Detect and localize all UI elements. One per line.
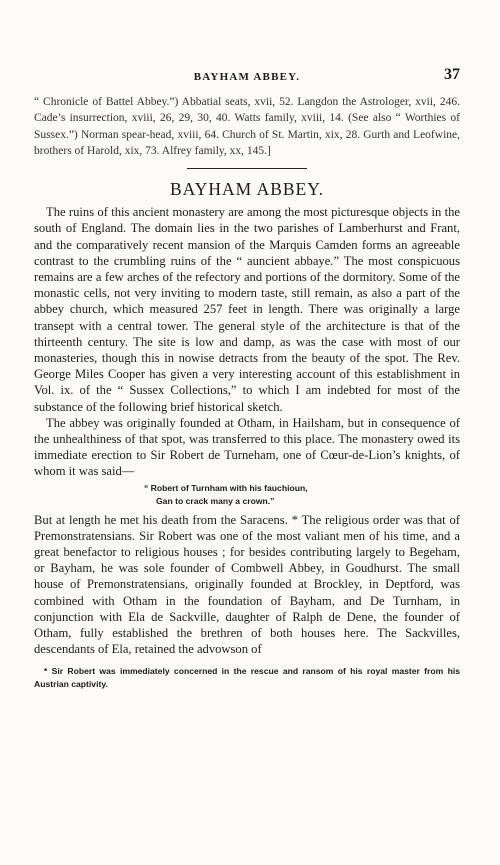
paragraph: But at length he met his death from the Saracens. * The religious order was that of Premonstratensians. Sir Robert was one of the most valiant men of his time, and a great benefactor to religious houses ; for besides contributing largely to Begeham, or Bayham, he was sole founder of Combwell Abbey, in Goudhurst. The small house of Premonstratensians, originally founded at Brockley, in Deptford, was combined with Otham in the foundation of Bayham, and De Turnham, in conjunction with Ela de Sackville, daughter of Ralph de Dene, the founder of Otham, fully established the brethren of both houses here. The Sackvilles, descendants of Ela, retained the advowson of (34, 512, 460, 657)
section-divider (187, 168, 307, 169)
book-page (34, 66, 460, 690)
body-text (34, 204, 460, 657)
verse-quote (144, 482, 460, 508)
quote-line: Gan to crack many a crown.” (156, 495, 275, 506)
page-number: 37 (444, 66, 460, 83)
section-title: BAYHAM ABBEY. (169, 179, 325, 200)
running-head-title: BAYHAM ABBEY. (193, 71, 301, 83)
quote-line: “ Robert of Turnham with his fauchioun, (144, 482, 308, 493)
continued-index-text: “ Chronicle of Battel Abbey.”) Abbatial seats, xvii, 52. Langdon the Astrologer, xvii, 246. Cade’s insurrection, xviii, 26, 29, 30, 40. Watts family, xviii, 14. (See also “ Worthies of Sussex.”) Norman spear-head, xviii, 64. Church of St. Martin, xix, 28. Gurth and Leofwine, brothers of Harold, xix, 73. Alfrey family, xx, 145.] (34, 96, 460, 157)
paragraph: The abbey was originally founded at Otham, in Hailsham, but in consequence of the unhealthiness of that spot, was transferred to this place. The monastery owed its immediate erection to Sir Robert de Turneham, one of Cœur-de-Lion’s knights, of whom it was said— (34, 415, 460, 479)
footnote (34, 665, 460, 690)
footnote-text: * Sir Robert was immediately concerned in the rescue and ransom of his royal master from his Austrian captivity. (34, 666, 460, 689)
paragraph: The ruins of this ancient monastery are among the most picturesque objects in the south of England. The domain lies in the two parishes of Lamberhurst and Frant, and the comparatively recent mansion of the Marquis Camden forms an agreeable contrast to the crumbling ruins of the “ auncient abbaye.” The most conspicuous remains are a few arches of the refectory and portions of the dormitory. Some of the monastic cells, not very inviting to modern taste, still remain, as also a part of the abbey church, which measured 257 feet in length. There was originally a large transept with a central tower. The general style of the architecture is that of the thirteenth century. The site is low and damp, as was the case with most of our monasteries, though this in nowise detracts from the beauty of the spot. The Rev. George Miles Cooper has given a very interesting account of this establishment in Vol. ix. of the “ Sussex Collections,” to which I am indebted for most of the substance of the following brief historical sketch. (34, 205, 460, 414)
running-head (34, 66, 460, 90)
